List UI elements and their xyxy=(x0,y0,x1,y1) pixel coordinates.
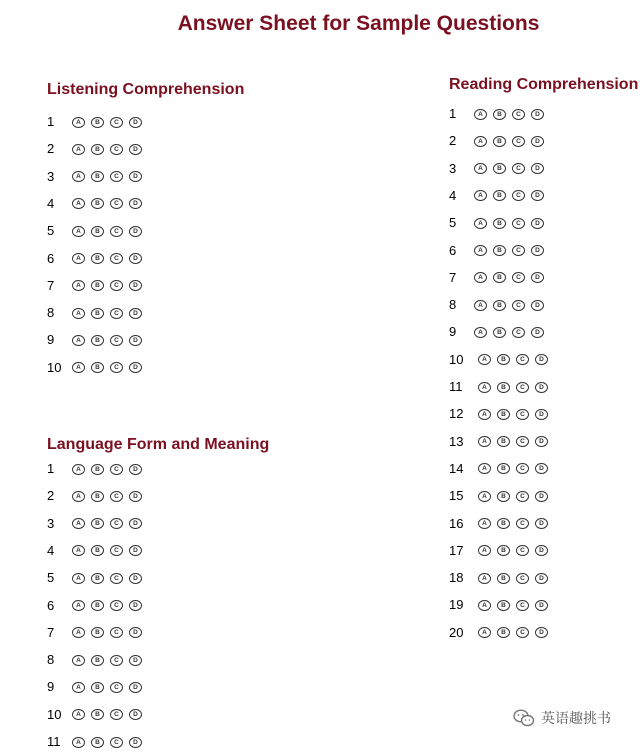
answer-bubble-d[interactable]: D xyxy=(535,518,548,529)
listening-question-10 xyxy=(47,358,142,378)
answer-bubbles xyxy=(72,117,142,128)
answer-bubbles xyxy=(72,198,142,209)
answer-bubble-b[interactable]: B xyxy=(497,463,510,474)
answer-bubble-b[interactable]: B xyxy=(493,163,506,174)
answer-bubble-c[interactable]: C xyxy=(516,518,529,529)
answer-bubbles xyxy=(478,463,548,474)
answer-bubble-a[interactable]: A xyxy=(72,117,85,128)
answer-bubble-b[interactable]: B xyxy=(497,491,510,502)
answer-bubbles xyxy=(72,655,142,666)
answer-bubble-c[interactable]: C xyxy=(110,491,123,502)
reading-question-9 xyxy=(449,322,544,342)
answer-bubble-c[interactable]: C xyxy=(110,226,123,237)
answer-bubbles xyxy=(72,226,142,237)
answer-bubble-b[interactable]: B xyxy=(497,436,510,447)
answer-bubbles xyxy=(72,573,142,584)
answer-bubble-a[interactable]: A xyxy=(474,245,487,256)
question-number: 14 xyxy=(449,460,464,476)
language-question-1 xyxy=(47,459,142,479)
answer-bubble-d[interactable]: D xyxy=(129,627,142,638)
answer-bubble-c[interactable]: C xyxy=(516,382,529,393)
answer-bubbles xyxy=(474,218,544,229)
question-number: 13 xyxy=(449,433,464,449)
answer-bubble-b[interactable]: B xyxy=(91,491,104,502)
answer-bubbles xyxy=(72,600,142,611)
question-number: 19 xyxy=(449,597,464,613)
question-number: 7 xyxy=(449,269,457,285)
answer-bubble-a[interactable]: A xyxy=(72,573,85,584)
answer-bubble-a[interactable]: A xyxy=(474,136,487,147)
answer-bubble-c[interactable]: C xyxy=(512,218,525,229)
answer-bubbles xyxy=(72,491,142,502)
answer-bubbles xyxy=(72,545,142,556)
answer-bubble-b[interactable]: B xyxy=(497,600,510,611)
answer-bubbles xyxy=(72,308,142,319)
answer-bubble-d[interactable]: D xyxy=(531,327,544,338)
answer-bubble-c[interactable]: C xyxy=(110,737,123,748)
language-question-6 xyxy=(47,596,142,616)
answer-bubble-a[interactable]: A xyxy=(72,600,85,611)
answer-bubble-c[interactable]: C xyxy=(110,464,123,475)
answer-bubble-d[interactable]: D xyxy=(535,436,548,447)
answer-bubble-a[interactable]: A xyxy=(478,573,491,584)
question-number: 18 xyxy=(449,570,464,586)
question-number: 2 xyxy=(47,488,55,504)
question-number: 3 xyxy=(47,515,55,531)
answer-bubble-a[interactable]: A xyxy=(478,409,491,420)
question-number: 5 xyxy=(47,223,55,239)
answer-bubble-b[interactable]: B xyxy=(493,327,506,338)
question-number: 2 xyxy=(47,141,55,157)
answer-bubble-c[interactable]: C xyxy=(110,198,123,209)
answer-bubble-b[interactable]: B xyxy=(91,709,104,720)
answer-bubble-d[interactable]: D xyxy=(129,600,142,611)
answer-bubble-b[interactable]: B xyxy=(91,573,104,584)
answer-bubble-b[interactable]: B xyxy=(91,545,104,556)
answer-bubbles xyxy=(478,409,548,420)
answer-bubble-d[interactable]: D xyxy=(129,117,142,128)
answer-bubble-d[interactable]: D xyxy=(531,109,544,120)
reading-question-3 xyxy=(449,159,544,179)
answer-bubble-d[interactable]: D xyxy=(129,144,142,155)
answer-bubble-c[interactable]: C xyxy=(110,280,123,291)
answer-bubble-a[interactable]: A xyxy=(72,198,85,209)
answer-bubble-a[interactable]: A xyxy=(72,171,85,182)
answer-bubble-d[interactable]: D xyxy=(129,573,142,584)
answer-bubble-b[interactable]: B xyxy=(497,627,510,638)
answer-bubble-d[interactable]: D xyxy=(535,382,548,393)
answer-bubble-d[interactable]: D xyxy=(535,491,548,502)
answer-bubble-c[interactable]: C xyxy=(516,573,529,584)
answer-bubble-d[interactable]: D xyxy=(129,682,142,693)
reading-question-14 xyxy=(449,459,548,479)
question-number: 6 xyxy=(47,597,55,613)
answer-bubble-c[interactable]: C xyxy=(516,436,529,447)
answer-bubble-d[interactable]: D xyxy=(535,463,548,474)
question-number: 10 xyxy=(47,359,62,375)
answer-bubble-c[interactable]: C xyxy=(512,136,525,147)
reading-question-2 xyxy=(449,131,544,151)
answer-bubble-d[interactable]: D xyxy=(531,190,544,201)
answer-bubble-c[interactable]: C xyxy=(110,709,123,720)
language-question-5 xyxy=(47,568,142,588)
answer-bubble-a[interactable]: A xyxy=(474,300,487,311)
listening-question-7 xyxy=(47,276,142,296)
answer-bubble-d[interactable]: D xyxy=(129,491,142,502)
answer-bubble-b[interactable]: B xyxy=(493,245,506,256)
answer-bubble-a[interactable]: A xyxy=(474,109,487,120)
answer-bubble-d[interactable]: D xyxy=(531,218,544,229)
answer-bubbles xyxy=(72,709,142,720)
reading-question-12 xyxy=(449,404,548,424)
answer-bubble-a[interactable]: A xyxy=(72,280,85,291)
answer-bubble-a[interactable]: A xyxy=(478,518,491,529)
answer-bubble-b[interactable]: B xyxy=(91,144,104,155)
answer-bubbles xyxy=(478,436,548,447)
answer-bubble-d[interactable]: D xyxy=(129,464,142,475)
answer-bubble-b[interactable]: B xyxy=(91,600,104,611)
answer-bubble-d[interactable]: D xyxy=(531,163,544,174)
answer-bubbles xyxy=(72,335,142,346)
answer-bubble-c[interactable]: C xyxy=(516,491,529,502)
answer-bubble-b[interactable]: B xyxy=(497,545,510,556)
answer-bubble-d[interactable]: D xyxy=(535,409,548,420)
answer-bubble-c[interactable]: C xyxy=(110,362,123,373)
answer-bubble-a[interactable]: A xyxy=(474,272,487,283)
answer-bubble-c[interactable]: C xyxy=(110,627,123,638)
answer-bubble-a[interactable]: A xyxy=(72,737,85,748)
answer-bubble-b[interactable]: B xyxy=(91,198,104,209)
question-number: 8 xyxy=(47,652,55,668)
answer-bubble-a[interactable]: A xyxy=(72,226,85,237)
answer-bubble-d[interactable]: D xyxy=(531,136,544,147)
answer-bubble-d[interactable]: D xyxy=(535,627,548,638)
reading-section-title: Reading Comprehension xyxy=(449,76,639,93)
answer-bubble-c[interactable]: C xyxy=(516,600,529,611)
answer-bubble-d[interactable]: D xyxy=(531,245,544,256)
answer-bubble-a[interactable]: A xyxy=(72,709,85,720)
language-question-8 xyxy=(47,650,142,670)
listening-question-4 xyxy=(47,194,142,214)
question-number: 2 xyxy=(449,133,457,149)
answer-bubble-d[interactable]: D xyxy=(535,354,548,365)
reading-question-10 xyxy=(449,350,548,370)
question-number: 1 xyxy=(449,106,457,121)
question-number: 3 xyxy=(449,160,457,176)
question-number: 10 xyxy=(47,706,62,722)
listening-question-5 xyxy=(47,221,142,241)
answer-bubble-c[interactable]: C xyxy=(512,327,525,338)
answer-bubble-a[interactable]: A xyxy=(474,190,487,201)
answer-bubbles xyxy=(474,272,544,283)
answer-bubble-a[interactable]: A xyxy=(72,627,85,638)
answer-bubbles xyxy=(474,163,544,174)
answer-bubble-c[interactable]: C xyxy=(110,682,123,693)
answer-bubble-a[interactable]: A xyxy=(72,362,85,373)
answer-bubble-c[interactable]: C xyxy=(516,354,529,365)
answer-bubble-b[interactable]: B xyxy=(91,518,104,529)
answer-bubble-b[interactable]: B xyxy=(497,354,510,365)
answer-bubble-a[interactable]: A xyxy=(72,545,85,556)
answer-bubble-d[interactable]: D xyxy=(129,362,142,373)
answer-bubbles xyxy=(72,464,142,475)
reading-question-4 xyxy=(449,186,544,206)
answer-bubbles xyxy=(474,109,544,120)
listening-question-8 xyxy=(47,303,142,323)
reading-question-15 xyxy=(449,486,548,506)
answer-bubbles xyxy=(72,362,142,373)
answer-bubbles xyxy=(72,627,142,638)
answer-bubble-a[interactable]: A xyxy=(478,600,491,611)
listening-question-3 xyxy=(47,167,142,187)
listening-question-6 xyxy=(47,249,142,269)
answer-bubble-d[interactable]: D xyxy=(129,308,142,319)
answer-bubbles xyxy=(478,354,548,365)
answer-bubble-c[interactable]: C xyxy=(512,272,525,283)
answer-bubble-b[interactable]: B xyxy=(91,627,104,638)
question-number: 4 xyxy=(47,542,55,558)
answer-bubble-c[interactable]: C xyxy=(110,573,123,584)
listening-section-title: Listening Comprehension xyxy=(47,81,245,98)
answer-bubble-c[interactable]: C xyxy=(110,655,123,666)
answer-bubble-c[interactable]: C xyxy=(512,190,525,201)
answer-bubble-a[interactable]: A xyxy=(474,218,487,229)
answer-bubble-a[interactable]: A xyxy=(72,464,85,475)
language-section-title: Language Form and Meaning xyxy=(47,436,270,453)
answer-bubble-b[interactable]: B xyxy=(91,280,104,291)
answer-bubble-b[interactable]: B xyxy=(497,518,510,529)
answer-bubble-c[interactable]: C xyxy=(110,308,123,319)
answer-bubble-c[interactable]: C xyxy=(110,600,123,611)
answer-bubble-c[interactable]: C xyxy=(110,335,123,346)
answer-bubble-b[interactable]: B xyxy=(91,226,104,237)
reading-question-5 xyxy=(449,213,544,233)
answer-bubbles xyxy=(72,682,142,693)
question-number: 12 xyxy=(449,406,464,422)
listening-question-2 xyxy=(47,139,142,159)
language-question-2 xyxy=(47,486,142,506)
question-number: 6 xyxy=(449,242,457,258)
wechat-icon xyxy=(513,709,535,727)
answer-bubble-b[interactable]: B xyxy=(91,362,104,373)
answer-bubble-a[interactable]: A xyxy=(72,335,85,346)
answer-bubble-d[interactable]: D xyxy=(129,335,142,346)
reading-question-16 xyxy=(449,514,548,534)
answer-bubble-d[interactable]: D xyxy=(129,518,142,529)
answer-bubble-a[interactable]: A xyxy=(72,682,85,693)
answer-bubble-b[interactable]: B xyxy=(497,409,510,420)
answer-bubble-b[interactable]: B xyxy=(91,253,104,264)
answer-bubble-c[interactable]: C xyxy=(110,545,123,556)
question-number: 15 xyxy=(449,488,464,504)
answer-bubble-d[interactable]: D xyxy=(129,198,142,209)
answer-bubble-c[interactable]: C xyxy=(110,171,123,182)
reading-question-8 xyxy=(449,295,544,315)
answer-bubble-c[interactable]: C xyxy=(512,245,525,256)
question-number: 7 xyxy=(47,624,55,640)
answer-bubble-a[interactable]: A xyxy=(72,491,85,502)
answer-bubble-b[interactable]: B xyxy=(91,655,104,666)
answer-bubble-c[interactable]: C xyxy=(516,463,529,474)
answer-bubble-a[interactable]: A xyxy=(478,463,491,474)
question-number: 1 xyxy=(47,461,55,476)
answer-bubbles xyxy=(474,300,544,311)
page-title: Answer Sheet for Sample Questions xyxy=(177,12,540,35)
answer-bubble-a[interactable]: A xyxy=(72,253,85,264)
answer-bubble-b[interactable]: B xyxy=(91,737,104,748)
reading-question-20 xyxy=(449,623,548,643)
answer-bubble-b[interactable]: B xyxy=(493,136,506,147)
question-number: 4 xyxy=(47,195,55,211)
answer-bubble-b[interactable]: B xyxy=(497,573,510,584)
question-number: 11 xyxy=(449,379,463,394)
answer-bubbles xyxy=(72,737,142,748)
answer-bubbles xyxy=(478,600,548,611)
answer-bubble-a[interactable]: A xyxy=(478,627,491,638)
answer-bubble-d[interactable]: D xyxy=(129,709,142,720)
answer-bubbles xyxy=(474,136,544,147)
reading-question-7 xyxy=(449,268,544,288)
answer-bubble-d[interactable]: D xyxy=(129,226,142,237)
question-number: 9 xyxy=(47,679,55,695)
answer-bubble-d[interactable]: D xyxy=(129,253,142,264)
answer-bubble-b[interactable]: B xyxy=(91,308,104,319)
answer-bubble-b[interactable]: B xyxy=(493,272,506,283)
answer-bubble-c[interactable]: C xyxy=(110,253,123,264)
answer-bubble-c[interactable]: C xyxy=(516,409,529,420)
question-number: 20 xyxy=(449,624,464,640)
answer-bubble-c[interactable]: C xyxy=(516,627,529,638)
language-question-10 xyxy=(47,705,142,725)
answer-bubble-d[interactable]: D xyxy=(531,300,544,311)
answer-bubbles xyxy=(474,327,544,338)
answer-bubble-c[interactable]: C xyxy=(516,545,529,556)
question-number: 8 xyxy=(449,297,457,313)
answer-bubbles xyxy=(474,245,544,256)
answer-bubble-a[interactable]: A xyxy=(474,163,487,174)
reading-question-19 xyxy=(449,595,548,615)
answer-bubble-d[interactable]: D xyxy=(535,600,548,611)
answer-bubble-c[interactable]: C xyxy=(110,117,123,128)
answer-bubble-a[interactable]: A xyxy=(72,144,85,155)
answer-bubble-a[interactable]: A xyxy=(72,308,85,319)
language-question-3 xyxy=(47,514,142,534)
answer-bubble-a[interactable]: A xyxy=(474,327,487,338)
answer-bubble-a[interactable]: A xyxy=(478,354,491,365)
question-number: 9 xyxy=(449,324,457,340)
answer-bubbles xyxy=(72,280,142,291)
answer-bubbles xyxy=(72,144,142,155)
question-number: 17 xyxy=(449,542,464,558)
answer-bubble-a[interactable]: A xyxy=(478,545,491,556)
answer-bubbles xyxy=(72,253,142,264)
answer-bubbles xyxy=(478,573,548,584)
question-number: 16 xyxy=(449,515,464,531)
answer-bubble-c[interactable]: C xyxy=(110,518,123,529)
question-number: 6 xyxy=(47,250,55,266)
answer-bubble-b[interactable]: B xyxy=(91,117,104,128)
reading-question-1 xyxy=(449,104,544,124)
answer-bubble-d[interactable]: D xyxy=(531,272,544,283)
answer-bubble-b[interactable]: B xyxy=(91,682,104,693)
answer-bubble-b[interactable]: B xyxy=(493,190,506,201)
reading-question-11 xyxy=(449,377,548,397)
answer-bubble-b[interactable]: B xyxy=(493,300,506,311)
answer-bubbles xyxy=(72,171,142,182)
language-question-7 xyxy=(47,623,142,643)
listening-question-1 xyxy=(47,112,142,132)
answer-bubble-a[interactable]: A xyxy=(478,436,491,447)
question-number: 3 xyxy=(47,168,55,184)
listening-question-9 xyxy=(47,330,142,350)
answer-bubble-b[interactable]: B xyxy=(497,382,510,393)
language-question-11 xyxy=(47,732,142,752)
answer-bubble-a[interactable]: A xyxy=(478,491,491,502)
answer-bubble-d[interactable]: D xyxy=(129,280,142,291)
answer-bubble-d[interactable]: D xyxy=(129,737,142,748)
question-number: 9 xyxy=(47,332,55,348)
answer-bubbles xyxy=(72,518,142,529)
question-number: 5 xyxy=(449,215,457,231)
language-question-4 xyxy=(47,541,142,561)
reading-question-18 xyxy=(449,568,548,588)
answer-bubble-d[interactable]: D xyxy=(129,655,142,666)
answer-bubble-b[interactable]: B xyxy=(493,109,506,120)
answer-bubble-c[interactable]: C xyxy=(512,109,525,120)
watermark-text: 英语趣挑书 xyxy=(541,710,611,726)
reading-question-13 xyxy=(449,432,548,452)
answer-bubble-b[interactable]: B xyxy=(91,335,104,346)
answer-bubble-b[interactable]: B xyxy=(493,218,506,229)
answer-bubbles xyxy=(478,491,548,502)
answer-bubble-b[interactable]: B xyxy=(91,171,104,182)
watermark xyxy=(513,708,611,728)
answer-bubble-c[interactable]: C xyxy=(110,144,123,155)
answer-bubbles xyxy=(478,382,548,393)
question-number: 5 xyxy=(47,570,55,586)
answer-bubble-d[interactable]: D xyxy=(535,573,548,584)
answer-bubble-a[interactable]: A xyxy=(72,655,85,666)
answer-bubbles xyxy=(478,518,548,529)
question-number: 4 xyxy=(449,187,457,203)
question-number: 10 xyxy=(449,351,464,367)
question-number: 7 xyxy=(47,277,55,293)
answer-bubble-d[interactable]: D xyxy=(535,545,548,556)
question-number: 1 xyxy=(47,114,55,129)
reading-question-17 xyxy=(449,541,548,561)
answer-bubbles xyxy=(478,627,548,638)
answer-bubble-d[interactable]: D xyxy=(129,171,142,182)
answer-bubble-a[interactable]: A xyxy=(478,382,491,393)
language-question-9 xyxy=(47,677,142,697)
answer-bubble-c[interactable]: C xyxy=(512,163,525,174)
answer-bubbles xyxy=(474,190,544,201)
answer-bubble-b[interactable]: B xyxy=(91,464,104,475)
answer-bubble-d[interactable]: D xyxy=(129,545,142,556)
question-number: 11 xyxy=(47,734,61,749)
reading-question-6 xyxy=(449,241,544,261)
answer-bubbles xyxy=(478,545,548,556)
answer-bubble-c[interactable]: C xyxy=(512,300,525,311)
question-number: 8 xyxy=(47,305,55,321)
answer-bubble-a[interactable]: A xyxy=(72,518,85,529)
